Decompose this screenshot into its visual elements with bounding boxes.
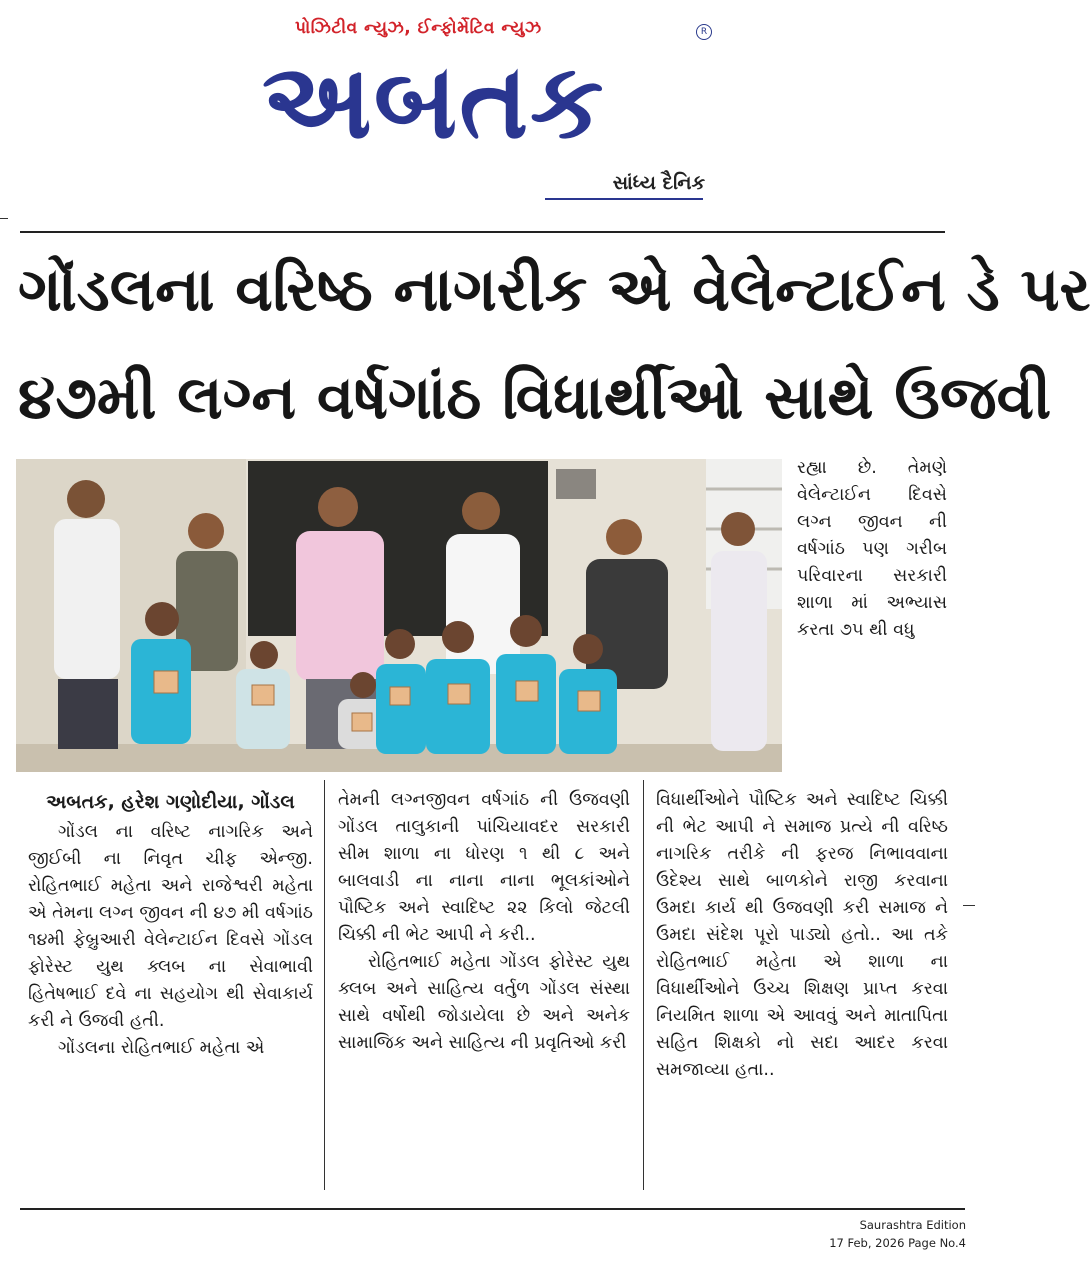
masthead-subtitle: સાંધ્ય દૈનિક — [612, 172, 705, 194]
top-divider — [20, 231, 945, 233]
edition-label: Saurashtra Edition — [859, 1218, 966, 1232]
column-3-paragraph-1: વિધાર્થીઓને પૌષ્ટિક અને સ્વાદિષ્ટ ચિક્કી ની ભેટ આપી ને સમાજ પ્રત્યે ની વરિષ્ઠ નાગરિક તરીકે ની ફરજ નિભાવવાના ઉદેશ્ય સાથે બાળકોને રાજી કરવાના ઉમદા કાર્ય થી ઉજવણી કરી સમાજ ને ઉમદા સંદેશ પૂરો પાડ્યો હતો.. આ તકે રોહિતભાઈ મહેતા એ શાળા ના વિધાર્થીઓને ઉચ્ચ શિક્ષણ પ્રાપ્ત કરવા નિયમિત શાળા એ આવવું અને માતાપિતા સહિત શિક્ષકો નો સદા આદર કરવા સમજાવ્યા હતા.. — [656, 790, 948, 1080]
article-photo — [16, 459, 782, 772]
column-2 — [338, 787, 630, 1057]
column-2-paragraph-1: તેમની લગ્નજીવન વર્ષગાંઠ ની ઉજવણી ગોંડલ તાલુકાની પાંચિયાવદર સરકારી સીમ શાળા ના ધોરણ ૧ થી ૮ અને બાલવાડી ના નાના નાના ભૂલકાંઓને પૌષ્ટિક અને સ્વાદિષ્ટ ૨૨ કિલો જેટલી ચિક્કી ની ભેટ આપી ને કરી.. — [338, 790, 630, 945]
logo-underline — [545, 198, 703, 200]
column-2-paragraph-2: રોહિતભાઈ મહેતા ગોંડલ ફોરેસ્ટ યુથ ક્લબ અને સાહિત્ય વર્તુળ ગોંડલ સંસ્થા સાથે વર્ષોથી જોડાયેલા છે અને અનેક સામાજિક અને સાહિત્ય ની પ્રવૃતિઓ કરી — [338, 952, 630, 1053]
column-3 — [656, 787, 948, 1084]
masthead-tagline: પોઝિટીવ ન્યુઝ, ઈન્ફોર્મેટિવ ન્યુઝ — [295, 18, 542, 38]
newspaper-logo: અબતક — [262, 40, 606, 162]
date-page-label: 17 Feb, 2026 Page No.4 — [829, 1236, 966, 1250]
crop-mark — [963, 905, 975, 906]
side-column-text: રહ્યા છે. તેમણે વેલેન્ટાઈન દિવસે લગ્ન જીવન ની વર્ષગાંઠ પણ ગરીબ પરિવારના સરકારી શાળા માં અભ્યાસ કરતા ૭૫ થી વધુ — [797, 458, 947, 640]
crop-mark — [0, 218, 8, 219]
column-1-paragraph-1: ગોંડલ ના વરિષ્ટ નાગરિક અને જીઈબી ના નિવૃત ચીફ એન્જી. રોહિતભાઈ મહેતા અને રાજેશ્વરી મહેતા એ તેમના લગ્ન જીવન ની ૪૭ મી વર્ષગાંઠ ૧૪મી ફેબ્રુઆરી વેલેન્ટાઈન દિવસે ગોંડલ ફોરેસ્ટ યુથ ક્લબ ના સેવાભાવી હિતેષભાઈ દવે ના સહયોગ થી સેવાકાર્ય કરી ને ઉજવી હતી. — [28, 822, 313, 1031]
registered-mark-icon: R — [696, 24, 712, 40]
bottom-divider — [20, 1208, 965, 1210]
column-divider — [643, 780, 644, 1190]
headline-line-1: ગોંડલના વરિષ્ઠ નાગરીક એ વેલેન્ટાઈન ડે પર — [18, 255, 1091, 325]
headline-line-2: ૪૭મી લગ્ન વર્ષગાંઠ વિધાર્થીઓ સાથે ઉજવી — [18, 363, 1052, 433]
column-1 — [28, 787, 313, 1062]
column-divider — [324, 780, 325, 1190]
byline: અબતક, હરેશ ગણોદીયા, ગોંડલ — [46, 791, 295, 813]
column-1-paragraph-2: ગોંડલના રોહિતભાઈ મહેતા એ — [58, 1038, 265, 1058]
